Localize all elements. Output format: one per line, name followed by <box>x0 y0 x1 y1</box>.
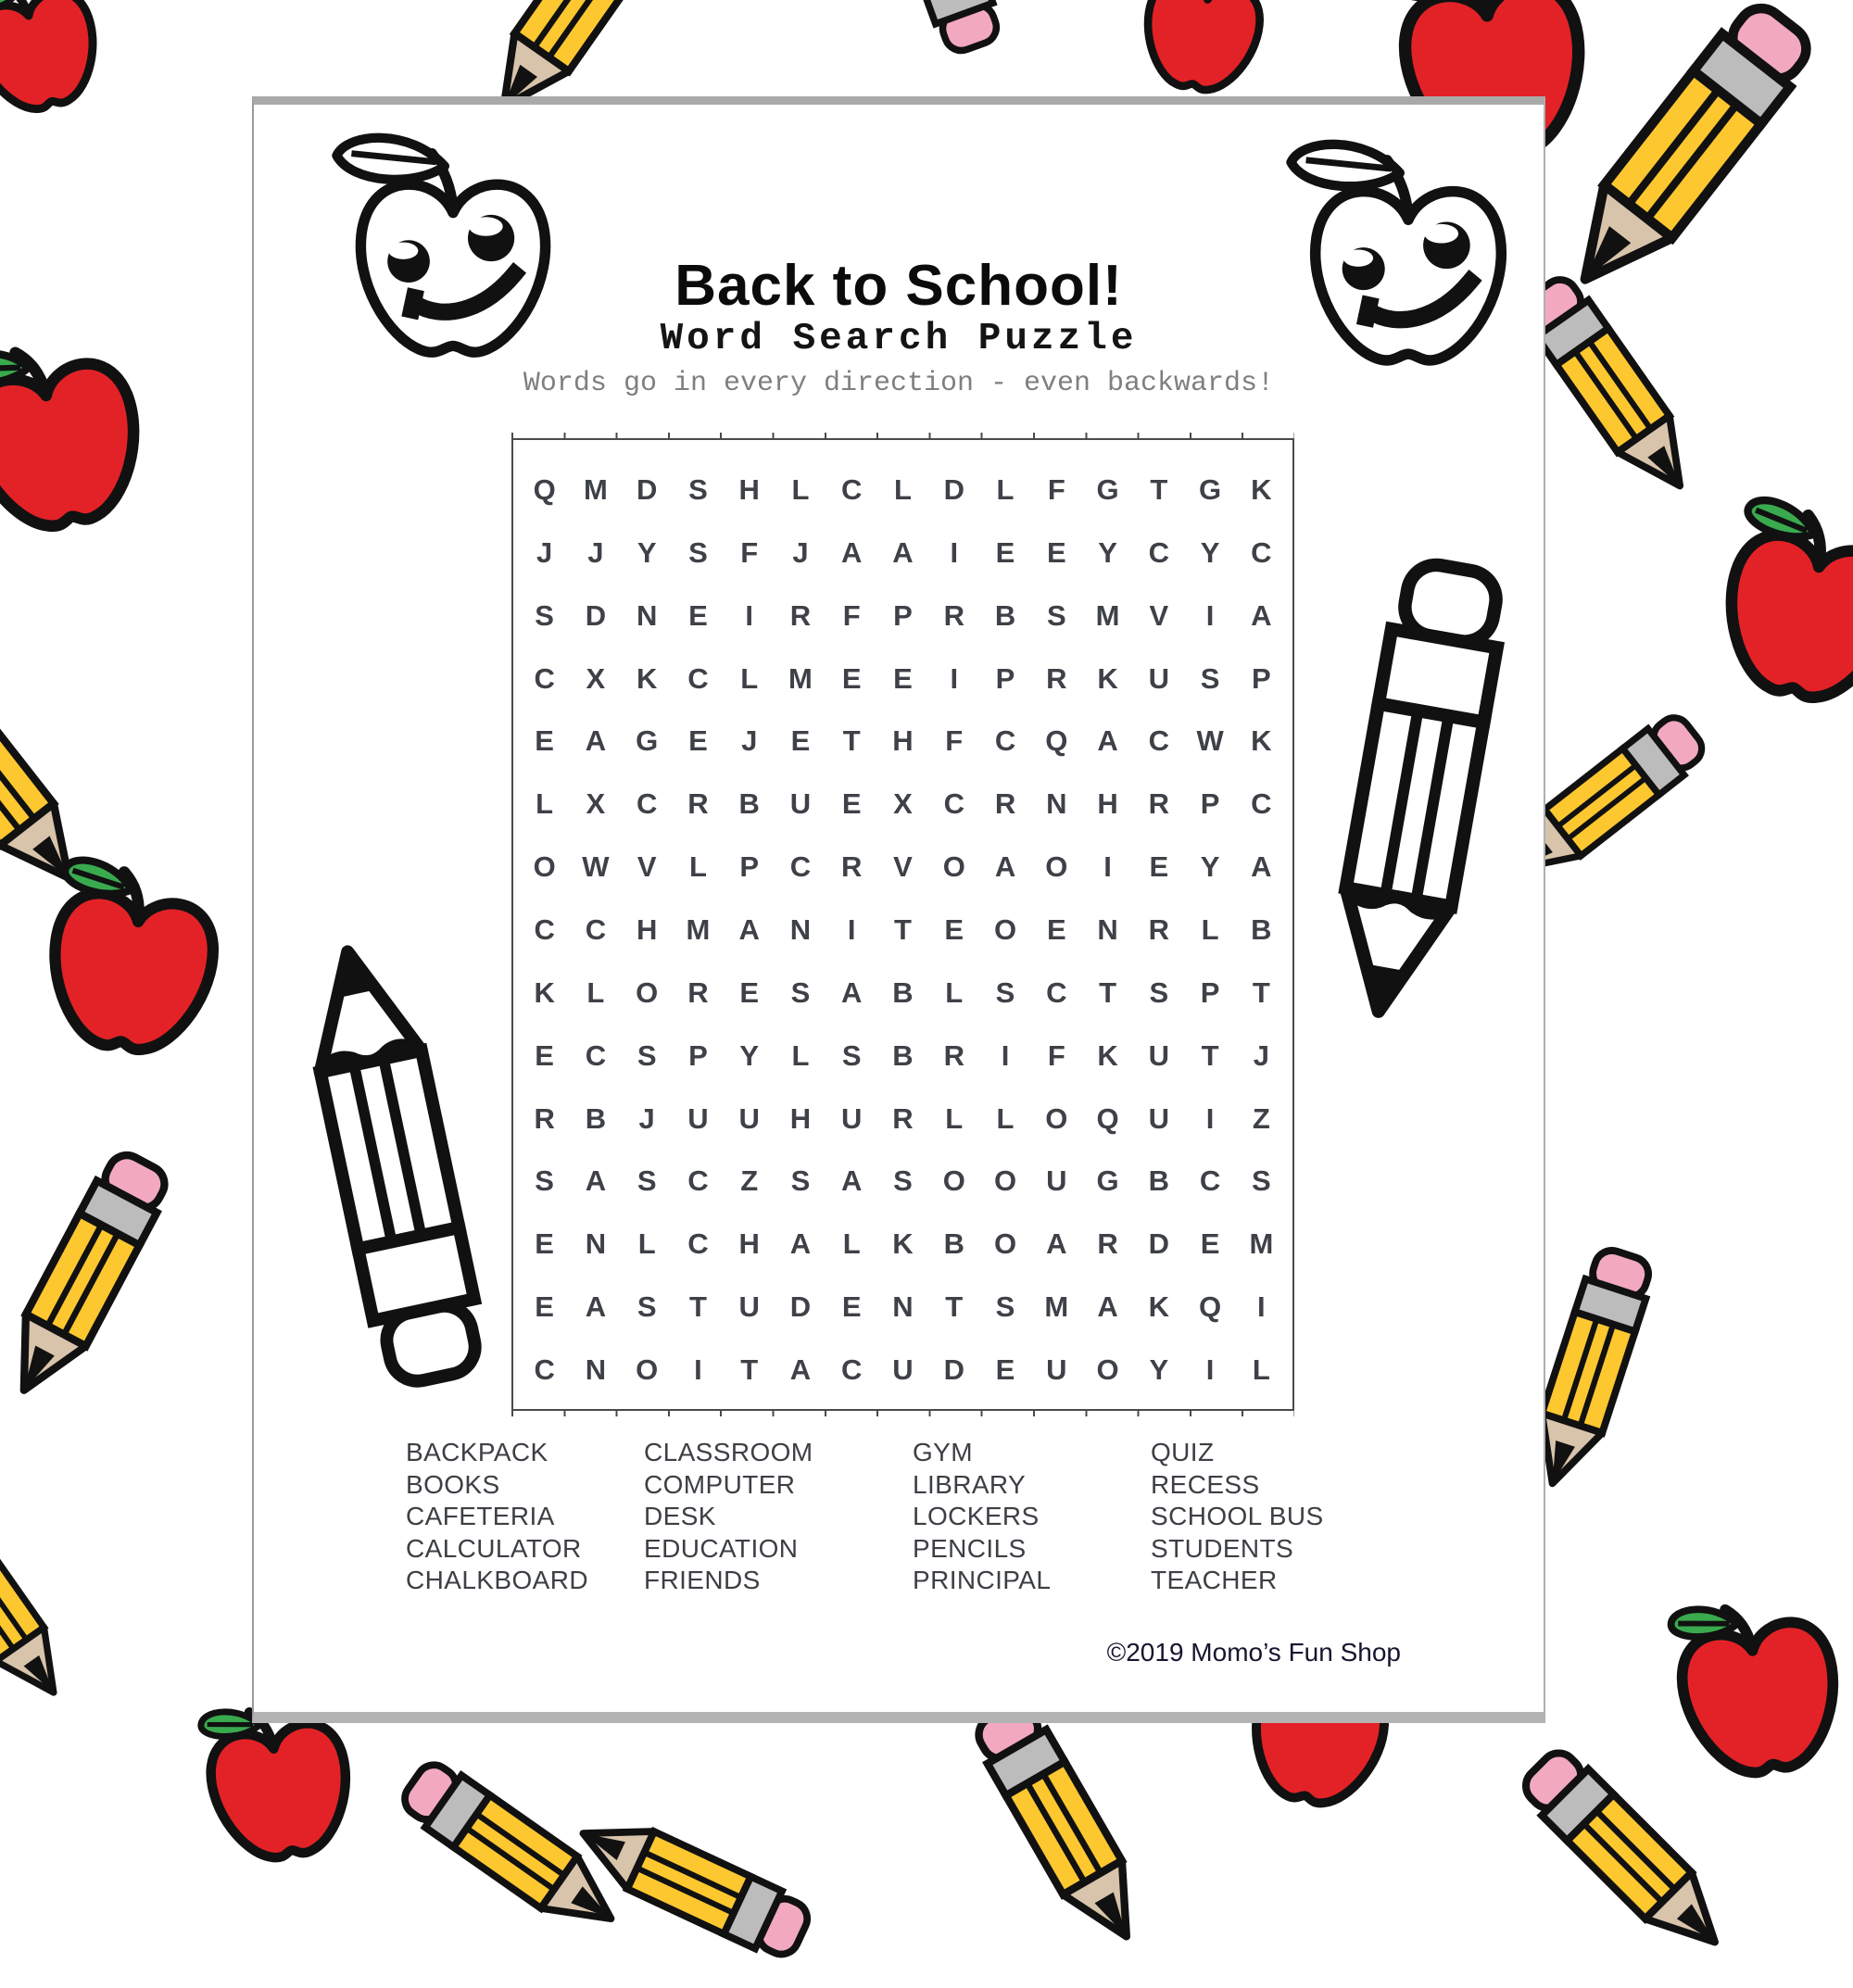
grid-letter: B <box>892 975 914 1009</box>
grid-letter: R <box>994 787 1016 821</box>
grid-letter: S <box>893 1164 913 1198</box>
background-pencil <box>0 1478 98 1728</box>
grid-letter: I <box>1205 1101 1215 1135</box>
grid-letter: V <box>893 850 913 884</box>
grid-letter: O <box>533 850 556 884</box>
pencil-illustration-right <box>1282 543 1554 1037</box>
grid-letter: R <box>943 598 964 632</box>
grid-row <box>519 899 1287 962</box>
grid-letter: L <box>791 1038 810 1072</box>
grid-letter: I <box>1205 1353 1215 1386</box>
grid-letter: R <box>687 787 709 821</box>
grid-letter: P <box>1200 787 1220 821</box>
grid-letter: O <box>993 912 1017 946</box>
grid-row <box>519 1150 1287 1213</box>
grid-letter: E <box>841 661 862 695</box>
grid-letter: Y <box>637 535 657 569</box>
grid-letter: H <box>789 1101 812 1135</box>
grid-letter: E <box>995 535 1015 569</box>
grid-letter: T <box>842 724 861 758</box>
grid-letter: R <box>1148 787 1170 821</box>
grid-letter: J <box>587 535 604 569</box>
grid-letter: J <box>1253 1038 1269 1072</box>
grid-letter: V <box>637 850 657 884</box>
word-item: CALCULATOR <box>406 1533 582 1563</box>
grid-letter: F <box>1047 472 1065 506</box>
grid-letter: U <box>738 1101 760 1135</box>
grid-letter: C <box>534 912 555 946</box>
grid-row <box>519 648 1287 711</box>
grid-letter: E <box>893 661 913 695</box>
grid-letter: T <box>1099 975 1117 1009</box>
grid-letter: C <box>534 1353 555 1386</box>
grid-letter: S <box>790 975 811 1009</box>
grid-letter: L <box>894 472 912 506</box>
grid-letter: T <box>894 912 912 946</box>
grid-letter: W <box>1196 724 1224 758</box>
grid-letter: I <box>1205 598 1215 632</box>
grid-letter: D <box>636 472 658 506</box>
grid-letter: Y <box>1200 850 1220 884</box>
grid-letter: L <box>1201 912 1219 946</box>
grid-letter: A <box>1046 1227 1067 1261</box>
grid-letter: A <box>1097 724 1118 758</box>
grid-letter: R <box>687 975 709 1009</box>
grid-letter: D <box>943 1353 964 1386</box>
grid-letter: Q <box>1096 1101 1119 1135</box>
grid-letter: P <box>1200 975 1220 1009</box>
grid-letter: K <box>892 1227 914 1261</box>
grid-row <box>519 962 1287 1025</box>
grid-letter: T <box>688 1290 707 1324</box>
grid-letter: R <box>1148 912 1170 946</box>
word-item: PENCILS <box>913 1533 1027 1563</box>
grid-letter: C <box>943 787 964 821</box>
grid-letter: H <box>892 724 914 758</box>
grid-letter: T <box>1150 472 1168 506</box>
copyright-text: ©2019 Momo’s Fun Shop <box>1106 1638 1401 1667</box>
word-list <box>254 1437 1544 1604</box>
grid-row <box>519 585 1287 648</box>
grid-row <box>519 836 1287 899</box>
grid-letter: L <box>842 1227 861 1261</box>
grid-letter: T <box>740 1353 759 1386</box>
grid-row <box>519 1339 1287 1402</box>
grid-letter: S <box>1200 661 1220 695</box>
grid-letter: U <box>841 1101 863 1135</box>
grid-letter: W <box>582 850 610 884</box>
grid-letter: R <box>789 598 812 632</box>
word-list-column <box>1151 1437 1324 1597</box>
grid-letter: Z <box>1252 1101 1270 1135</box>
grid-letter: U <box>1148 1101 1170 1135</box>
word-item: BOOKS <box>406 1469 500 1499</box>
grid-letter: A <box>585 724 607 758</box>
grid-letter: V <box>1149 598 1169 632</box>
grid-letter: R <box>943 1038 964 1072</box>
grid-letter: H <box>738 472 760 506</box>
word-item: CAFETERIA <box>406 1502 555 1530</box>
grid-letter: I <box>1103 850 1112 884</box>
grid-letter: S <box>535 1164 554 1198</box>
grid-letter: R <box>534 1101 555 1135</box>
grid-letter: S <box>841 1038 862 1072</box>
grid-letter: C <box>687 1227 709 1261</box>
grid-letter: L <box>688 850 707 884</box>
word-item: DESK <box>644 1502 716 1530</box>
grid-letter: E <box>535 1038 554 1072</box>
grid-letter: U <box>1046 1164 1067 1198</box>
grid-letter: N <box>1046 787 1067 821</box>
grid-letter: B <box>1251 912 1272 946</box>
background-apple <box>0 311 174 569</box>
grid-letter: D <box>943 472 964 506</box>
grid-row <box>519 1088 1287 1151</box>
grid-letter: K <box>1097 661 1118 695</box>
grid-letter: S <box>688 535 708 569</box>
grid-letter: B <box>738 787 760 821</box>
grid-letter: L <box>945 975 964 1009</box>
grid-letter: Q <box>533 472 556 506</box>
grid-letter: A <box>1251 850 1272 884</box>
grid-letter: E <box>790 724 811 758</box>
grid-letter: M <box>1044 1290 1069 1324</box>
grid-letter: U <box>1148 1038 1170 1072</box>
grid-letter: A <box>841 975 863 1009</box>
word-item: BACKPACK <box>406 1438 548 1466</box>
grid-letter: H <box>738 1227 760 1261</box>
grid-letter: M <box>583 472 608 506</box>
grid-letter: A <box>789 1353 812 1386</box>
grid-letter: U <box>789 787 812 821</box>
word-list-column <box>644 1437 813 1597</box>
grid-letter: C <box>1251 535 1272 569</box>
grid-letter: S <box>637 1038 657 1072</box>
grid-letter: C <box>585 912 607 946</box>
grid-letter: Z <box>740 1164 759 1198</box>
grid-letter: A <box>585 1290 607 1324</box>
grid-letter: C <box>1199 1164 1221 1198</box>
grid-letter: I <box>950 661 959 695</box>
grid-letter: X <box>586 661 606 695</box>
grid-letter: C <box>841 472 863 506</box>
grid-letter: E <box>688 724 708 758</box>
grid-letter: O <box>1096 1353 1119 1386</box>
grid-letter: L <box>586 975 605 1009</box>
grid-letter: K <box>1148 1290 1170 1324</box>
grid-letter: L <box>945 1101 964 1135</box>
grid-letter: N <box>892 1290 914 1324</box>
grid-letter: L <box>536 787 554 821</box>
grid-letter: O <box>993 1227 1017 1261</box>
grid-letter: A <box>789 1227 812 1261</box>
grid-letter: S <box>535 598 554 632</box>
grid-letter: D <box>1148 1227 1170 1261</box>
grid-letter: E <box>535 724 554 758</box>
grid-letter: B <box>1148 1164 1170 1198</box>
grid-letter: E <box>739 975 760 1009</box>
background-pencil <box>850 0 1022 69</box>
grid-letter: E <box>841 1290 862 1324</box>
grid-letter: K <box>1097 1038 1118 1072</box>
grid-letter: C <box>636 787 658 821</box>
grid-letter: Y <box>1200 535 1220 569</box>
grid-letter: F <box>740 535 759 569</box>
page-subtitle: Word Search Puzzle <box>660 318 1138 360</box>
grid-letter: S <box>1149 975 1169 1009</box>
grid-letter: F <box>1047 1038 1065 1072</box>
grid-letter: B <box>994 598 1016 632</box>
grid-letter: I <box>1257 1290 1266 1324</box>
word-item: CHALKBOARD <box>406 1566 588 1594</box>
grid-letter: J <box>792 535 809 569</box>
grid-letter: N <box>585 1353 607 1386</box>
background-pencil <box>948 1680 1179 1973</box>
grid-letter: I <box>694 1353 702 1386</box>
word-item: LOCKERS <box>913 1502 1040 1530</box>
grid-letter: O <box>1045 850 1068 884</box>
grid-letter: O <box>636 975 659 1009</box>
grid-letter: E <box>535 1290 554 1324</box>
grid-letter: S <box>688 472 708 506</box>
word-item: SCHOOL BUS <box>1151 1502 1324 1530</box>
grid-letter: G <box>1096 472 1119 506</box>
grid-letter: T <box>1252 975 1270 1009</box>
grid-letter: J <box>536 535 553 569</box>
grid-letter: C <box>789 850 812 884</box>
grid-letter: S <box>637 1164 657 1198</box>
background-apple <box>23 845 242 1087</box>
grid-letter: Y <box>739 1038 760 1072</box>
grid-letter: L <box>996 1101 1015 1135</box>
grid-letter: R <box>841 850 863 884</box>
word-item: QUIZ <box>1151 1438 1215 1466</box>
grid-letter: Y <box>1098 535 1117 569</box>
grid-letter: O <box>1045 1101 1068 1135</box>
background-apple <box>0 0 125 142</box>
word-item: STUDENTS <box>1151 1533 1294 1563</box>
grid-letter: F <box>945 724 964 758</box>
word-item: GYM <box>913 1438 973 1466</box>
background-apple <box>1691 483 1853 740</box>
grid-letter: E <box>1046 912 1066 946</box>
grid-letter: Y <box>1149 1353 1169 1386</box>
grid-letter: K <box>1251 472 1272 506</box>
grid-letter: C <box>1046 975 1067 1009</box>
grid-letter: U <box>1046 1353 1067 1386</box>
grid-letter: U <box>687 1101 709 1135</box>
word-item: RECESS <box>1151 1469 1260 1499</box>
grid-letter: J <box>638 1101 655 1135</box>
grid-letter: I <box>1001 1038 1010 1072</box>
grid-letter: N <box>585 1227 607 1261</box>
grid-row <box>519 710 1287 773</box>
grid-letter: C <box>841 1353 863 1386</box>
grid-letter: I <box>950 535 959 569</box>
grid-letter: M <box>788 661 813 695</box>
word-item: TEACHER <box>1151 1566 1278 1594</box>
grid-letter: A <box>841 1164 863 1198</box>
grid-letter: B <box>943 1227 964 1261</box>
grid-letter: G <box>1096 1164 1119 1198</box>
grid-letter: L <box>1252 1353 1270 1386</box>
word-grid <box>511 438 1294 1411</box>
page-tagline: Words go in every direction - even backwards! <box>523 368 1275 399</box>
background-apple <box>1653 1575 1853 1810</box>
grid-letter: L <box>996 472 1015 506</box>
grid-letter: G <box>636 724 659 758</box>
grid-letter: A <box>1097 1290 1118 1324</box>
grid-letter: P <box>995 661 1015 695</box>
grid-letter: S <box>995 975 1015 1009</box>
grid-letter: O <box>942 850 965 884</box>
word-item: LIBRARY <box>913 1469 1027 1499</box>
grid-letter: X <box>893 787 913 821</box>
page-title: Back to School! <box>674 254 1123 318</box>
grid-letter: O <box>993 1164 1017 1198</box>
grid-letter: P <box>688 1038 708 1072</box>
word-item: PRINCIPAL <box>913 1566 1052 1594</box>
grid-letter: J <box>741 724 758 758</box>
grid-letter: C <box>534 661 555 695</box>
word-list-column <box>406 1437 588 1597</box>
grid-letter: Q <box>1045 724 1068 758</box>
grid-letter: P <box>893 598 913 632</box>
grid-letter: L <box>791 472 810 506</box>
grid-letter: U <box>892 1353 914 1386</box>
grid-letter: D <box>789 1290 812 1324</box>
grid-letter: L <box>740 661 759 695</box>
grid-letter: R <box>1046 661 1067 695</box>
grid-letter: P <box>739 850 760 884</box>
grid-letter: B <box>585 1101 607 1135</box>
grid-letter: A <box>1251 598 1272 632</box>
word-item: COMPUTER <box>644 1469 796 1499</box>
grid-letter: A <box>738 912 760 946</box>
grid-letter: E <box>995 1353 1015 1386</box>
grid-row <box>519 1276 1287 1339</box>
grid-letter: U <box>1148 661 1170 695</box>
grid-letter: R <box>1097 1227 1118 1261</box>
grid-letter: G <box>1199 472 1222 506</box>
grid-letter: A <box>585 1164 607 1198</box>
grid-letter: E <box>944 912 964 946</box>
grid-letter: S <box>790 1164 811 1198</box>
grid-letter: H <box>1097 787 1118 821</box>
worksheet-page <box>252 96 1545 1723</box>
grid-letter: S <box>1046 598 1066 632</box>
grid-letter: R <box>892 1101 914 1135</box>
grid-letter: C <box>994 724 1016 758</box>
grid-letter: B <box>892 1038 914 1072</box>
grid-letter: P <box>1252 661 1271 695</box>
grid-letter: E <box>688 598 708 632</box>
grid-letter: U <box>738 1290 760 1324</box>
grid-letter: M <box>1249 1227 1274 1261</box>
grid-letter: F <box>842 598 861 632</box>
grid-letter: D <box>585 598 607 632</box>
grid-letter: N <box>1097 912 1118 946</box>
grid-letter: O <box>636 1353 659 1386</box>
grid-letter: K <box>534 975 555 1009</box>
background-pencil <box>0 1129 197 1427</box>
grid-letter: K <box>636 661 658 695</box>
grid-letter: S <box>995 1290 1015 1324</box>
grid-row <box>519 1213 1287 1276</box>
grid-row <box>519 522 1287 585</box>
grid-letter: K <box>1251 724 1272 758</box>
grid-row <box>519 459 1287 522</box>
grid-letter: I <box>745 598 753 632</box>
grid-letter: O <box>942 1164 965 1198</box>
grid-letter: C <box>585 1038 607 1072</box>
grid-letter: C <box>687 661 709 695</box>
grid-letter: C <box>1148 535 1170 569</box>
grid-letter: M <box>686 912 711 946</box>
grid-letter: N <box>636 598 658 632</box>
grid-letter: E <box>841 787 862 821</box>
grid-letter: L <box>637 1227 656 1261</box>
grid-letter: E <box>1149 850 1169 884</box>
grid-letter: A <box>892 535 914 569</box>
word-item: EDUCATION <box>644 1533 799 1563</box>
grid-letter: Q <box>1199 1290 1222 1324</box>
grid-letter: A <box>841 535 863 569</box>
word-item: FRIENDS <box>644 1566 761 1594</box>
grid-letter: X <box>586 787 606 821</box>
grid-letter: A <box>994 850 1016 884</box>
grid-letter: S <box>1252 1164 1271 1198</box>
grid-row <box>519 773 1287 836</box>
pencil-illustration-left <box>267 921 520 1409</box>
grid-letter: I <box>847 912 856 946</box>
grid-letter: E <box>535 1227 554 1261</box>
word-list-column <box>913 1437 1051 1597</box>
grid-letter: H <box>636 912 658 946</box>
grid-letter: T <box>945 1290 964 1324</box>
grid-letter: N <box>789 912 812 946</box>
grid-letter: E <box>1200 1227 1220 1261</box>
grid-letter: C <box>1251 787 1272 821</box>
grid-letter: C <box>687 1164 709 1198</box>
word-item: CLASSROOM <box>644 1438 813 1466</box>
grid-letter: M <box>1095 598 1120 632</box>
grid-letter: E <box>1046 535 1066 569</box>
grid-letter: T <box>1201 1038 1219 1072</box>
grid-letter: C <box>1148 724 1170 758</box>
grid-row <box>519 1025 1287 1088</box>
grid-letter: S <box>637 1290 657 1324</box>
